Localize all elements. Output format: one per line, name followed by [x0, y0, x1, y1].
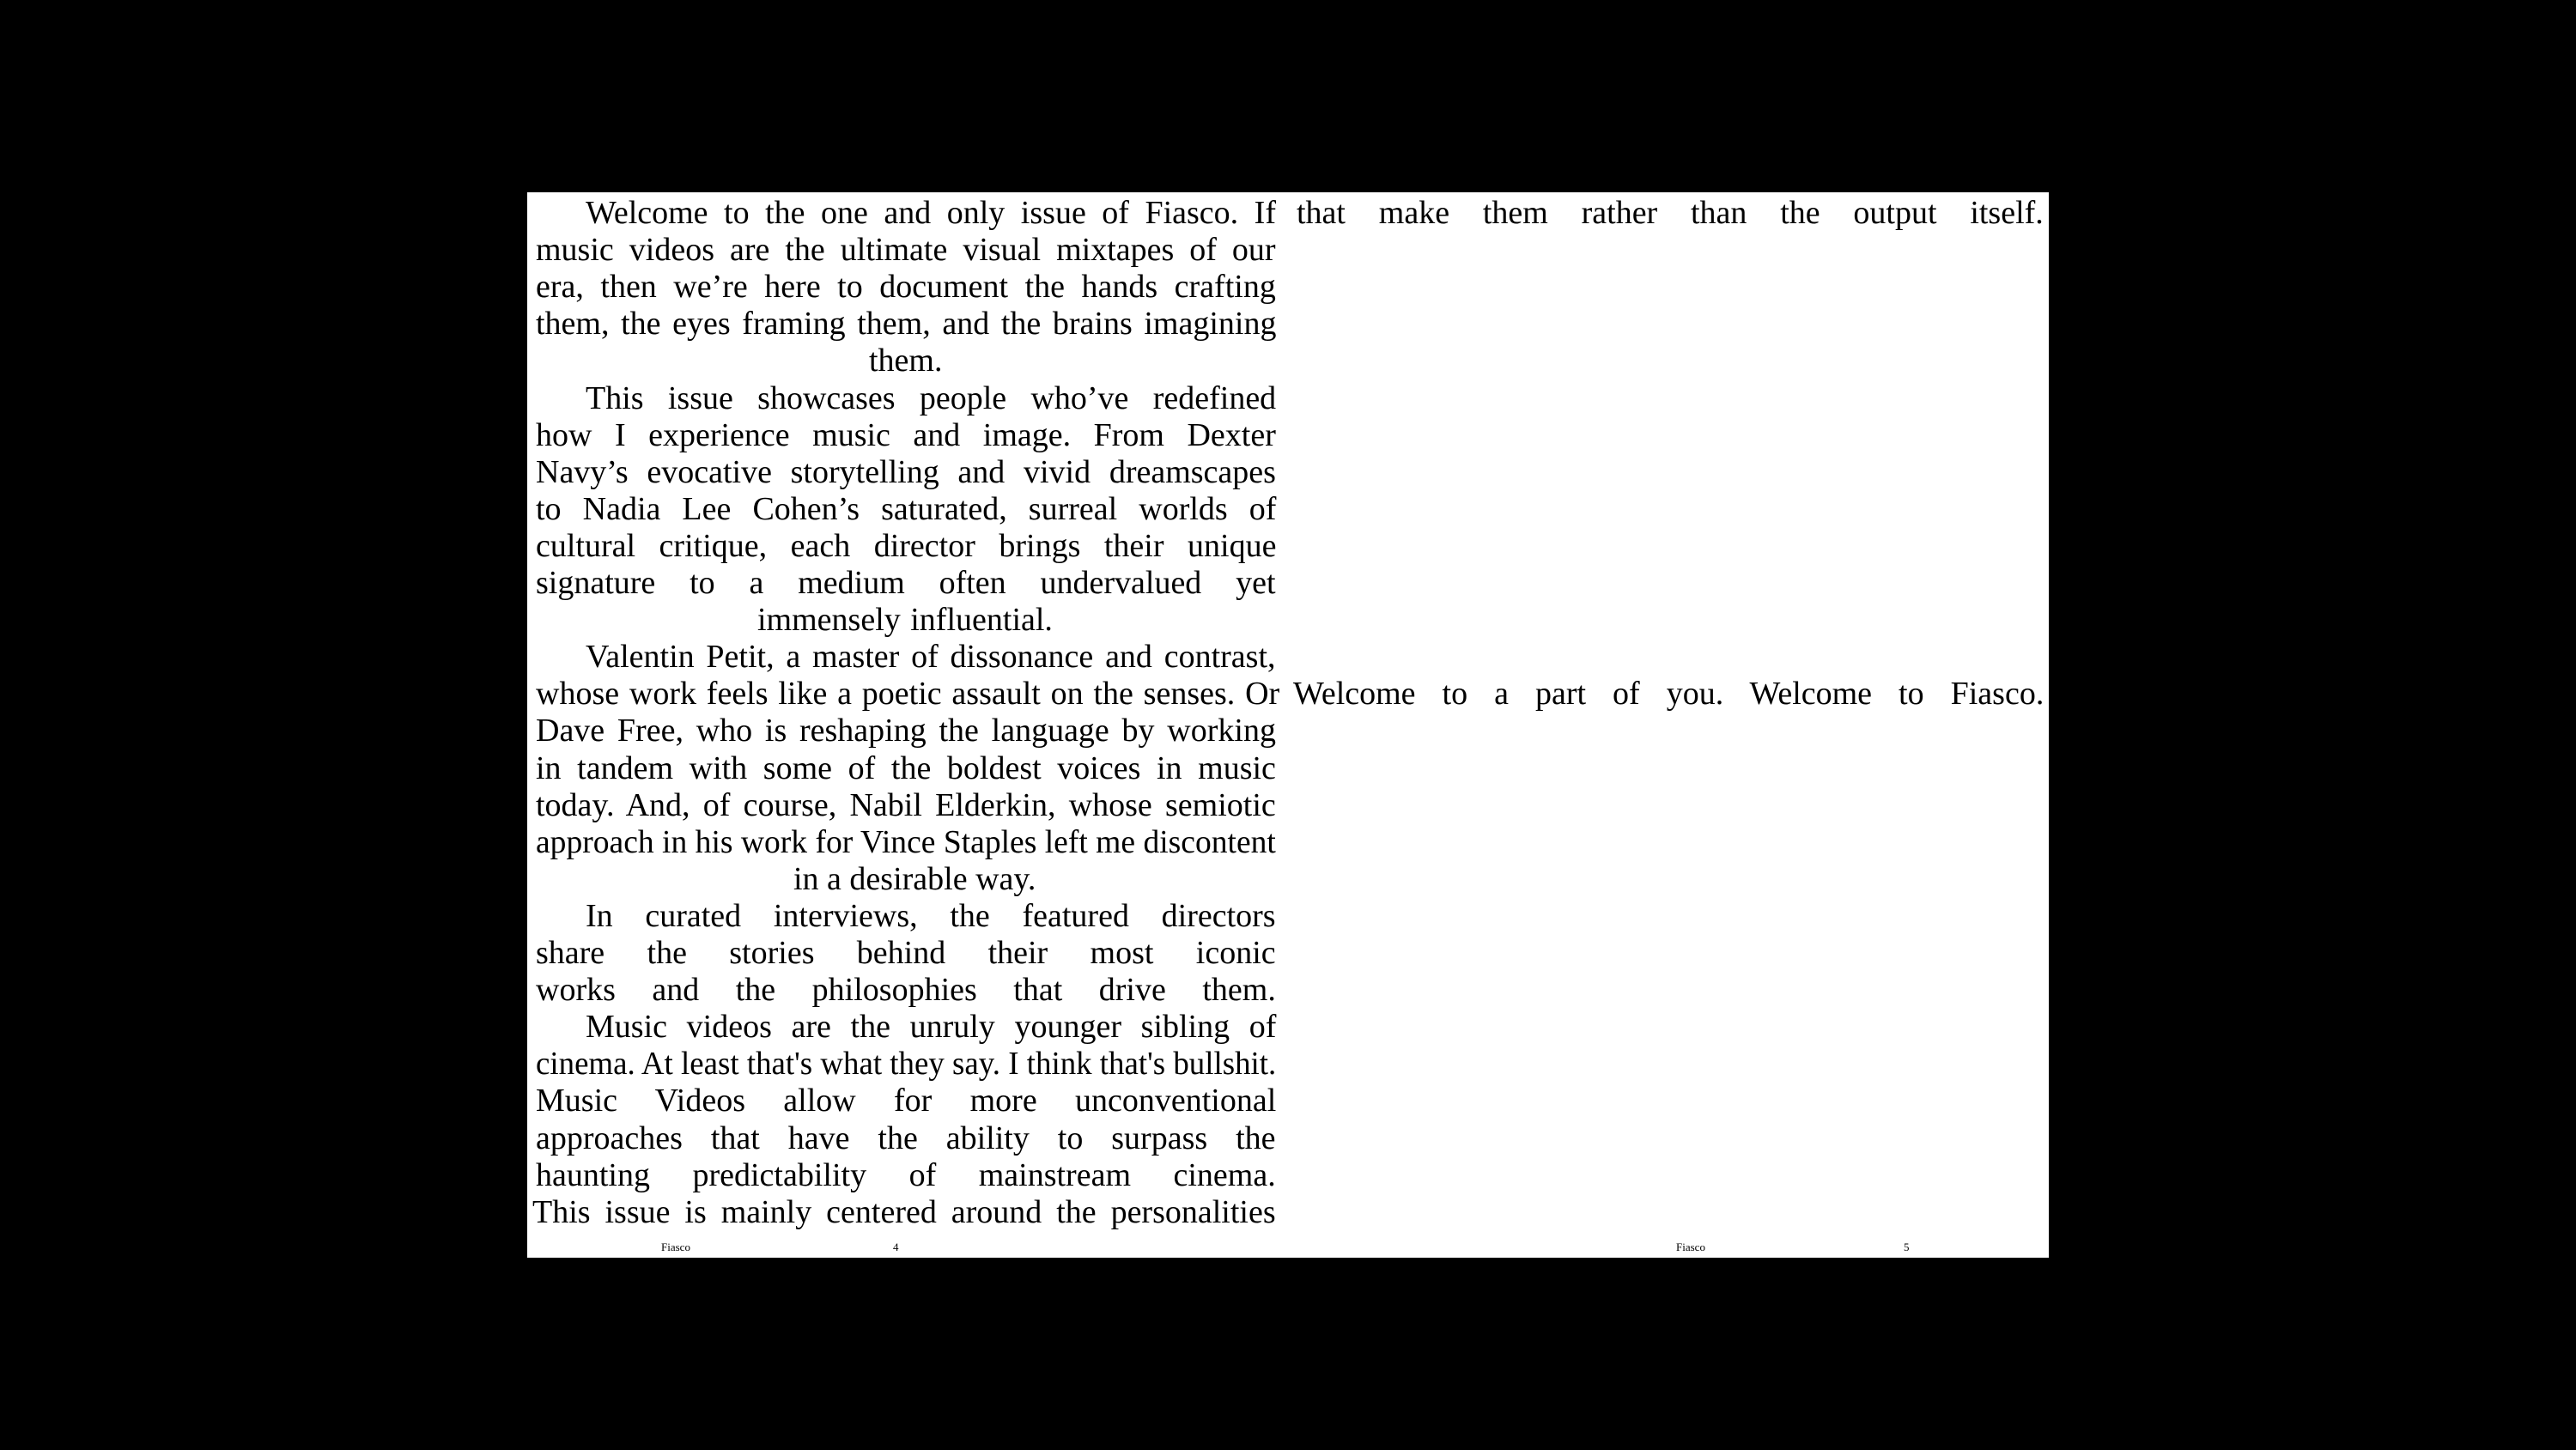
body-line: haunting predictability of mainstream cinema. [536, 1156, 1276, 1193]
body-line: This issue showcases people who’ve redefined [586, 379, 1277, 416]
left-footer-title: Fiasco [661, 1241, 690, 1253]
body-line: approach in his work for Vince Staples left me discontent [536, 823, 1276, 860]
body-line: whose work feels like a poetic assault on the senses. Or [536, 676, 1280, 713]
body-line: Music videos are the unruly younger sibling of [586, 1009, 1277, 1046]
body-line: works and the philosophies that drive them. [536, 972, 1276, 1009]
body-line: them, the eyes framing them, and the brains imagining [536, 306, 1277, 343]
body-line: Welcome to the one and only issue of Fiasco. If [586, 195, 1276, 231]
body-line: today. And, of course, Nabil Elderkin, whose semiotic [536, 786, 1276, 823]
body-line: cultural critique, each director brings their unique [536, 527, 1277, 564]
body-line: This issue is mainly centered around the personalities [532, 1193, 1276, 1230]
body-line: share the stories behind their most iconic [536, 935, 1276, 971]
body-line: In curated interviews, the featured directors [586, 897, 1276, 934]
right-page-number: 5 [1904, 1241, 1910, 1253]
body-line: how I experience music and image. From Dexter [536, 416, 1276, 453]
body-line: that make them rather than the output itself. [1297, 195, 2044, 231]
body-line: approaches that have the ability to surpass the [536, 1119, 1276, 1156]
body-line: them. [869, 343, 943, 379]
body-line: signature to a medium often undervalued yet [536, 565, 1276, 601]
body-line: immensely influential. [757, 602, 1053, 639]
right-footer-title: Fiasco [1676, 1241, 1705, 1253]
body-line: Navy’s evocative storytelling and vivid dreamscapes [536, 453, 1276, 490]
body-line: music videos are the ultimate visual mixtapes of our [536, 232, 1276, 269]
body-line: Dave Free, who is reshaping the language by working [536, 713, 1276, 749]
body-line: Valentin Petit, a master of dissonance and contrast, [586, 639, 1276, 676]
body-line: Welcome to a part of you. Welcome to Fiasco. [1293, 676, 2044, 713]
body-line: Music Videos allow for more unconventional [536, 1083, 1277, 1119]
body-line: in a desirable way. [793, 860, 1036, 897]
body-line: cinema. At least that's what they say. I think that's bullshit. [536, 1046, 1277, 1083]
body-line: in tandem with some of the boldest voices in music [536, 749, 1276, 786]
magazine-spread [527, 192, 2049, 1258]
left-page-number: 4 [893, 1241, 899, 1253]
body-line: era, then we’re here to document the hands crafting [536, 269, 1276, 306]
body-line: to Nadia Lee Cohen’s saturated, surreal worlds of [536, 490, 1277, 527]
